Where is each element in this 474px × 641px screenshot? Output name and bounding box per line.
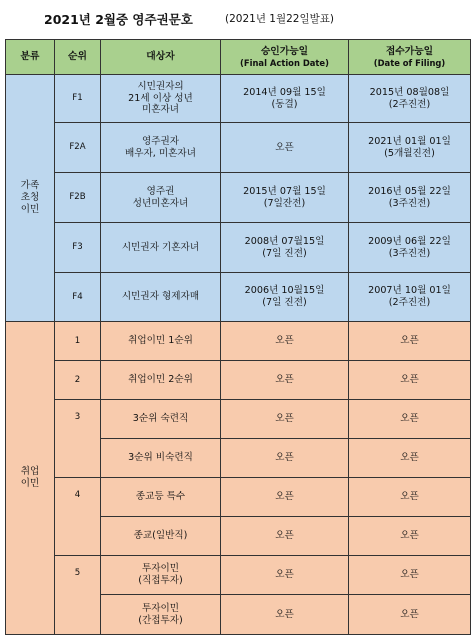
filing-line: (2주진전) — [388, 297, 431, 308]
table-header-row — [6, 40, 471, 75]
target-cell — [101, 322, 221, 361]
target-cell — [101, 123, 221, 173]
table-row — [6, 400, 471, 439]
rank-cell: 2 — [55, 361, 101, 400]
rank-cell: F1 — [55, 75, 101, 123]
final-action-cell — [221, 517, 349, 556]
header-category: 분류 — [6, 40, 55, 75]
filing-cell — [349, 556, 471, 595]
target-cell — [101, 361, 221, 400]
final-action-line: 2015년 07월 15일 — [243, 185, 326, 197]
target-line: 투자이민 — [141, 602, 180, 614]
filing-cell — [349, 223, 471, 273]
final-action-cell — [221, 400, 349, 439]
target-cell — [101, 75, 221, 123]
target-line: 21세 이상 성년 — [128, 92, 193, 104]
target-line: 배우자, 미혼자녀 — [125, 147, 196, 159]
filing-line: 오픈 — [400, 569, 419, 580]
rank-cell: 1 — [55, 322, 101, 361]
filing-line: 2016년 05월 22일 — [368, 185, 451, 197]
table-row — [6, 173, 471, 223]
target-line: 성년미혼자녀 — [132, 197, 189, 209]
target-cell — [101, 173, 221, 223]
final-action-line: 오픈 — [275, 608, 294, 620]
filing-line: (2주진전) — [388, 98, 431, 110]
filing-line: (5개월진전) — [384, 147, 435, 159]
header-final-action-ko: 승인가능일 — [260, 45, 309, 57]
filing-line: 오픈 — [400, 413, 419, 424]
final-action-line: 오픈 — [275, 374, 294, 385]
visa-bulletin-table — [5, 39, 471, 635]
filing-cell — [349, 439, 471, 478]
rank-cell: F4 — [55, 273, 101, 322]
filing-line: 2021년 01월 01일 — [368, 135, 451, 147]
header-rank: 순위 — [55, 40, 101, 75]
target-line: (직접투자) — [138, 575, 183, 586]
final-action-line: (7일 진전) — [262, 247, 307, 259]
target-cell — [101, 517, 221, 556]
rank-cell: 4 — [55, 478, 101, 556]
group-label-line: 초청 — [20, 192, 40, 203]
header-filing-en: (Date of Filing) — [373, 57, 446, 68]
final-action-cell — [221, 595, 349, 635]
final-action-cell — [221, 75, 349, 123]
filing-line: 2015년 08월08일 — [369, 86, 450, 98]
family-section — [6, 75, 471, 322]
final-action-cell — [221, 439, 349, 478]
group-label-line: 이민 — [20, 478, 40, 489]
filing-line: 오픈 — [400, 335, 419, 346]
target-line: 3순위 비숙련직 — [128, 452, 193, 463]
page-title: 2021년 2월중 영주권문호 — [44, 12, 193, 27]
rank-cell: F2A — [55, 123, 101, 173]
filing-line: (3주진전) — [388, 197, 431, 209]
target-cell — [101, 595, 221, 635]
target-line: 종교(일반직) — [133, 530, 188, 541]
final-action-line: 오픈 — [275, 530, 294, 541]
final-action-line: 2006년 10월15일 — [244, 285, 325, 297]
target-line: (간접투자) — [138, 614, 183, 626]
group-label-family — [6, 75, 55, 322]
target-cell — [101, 273, 221, 322]
filing-line: 오픈 — [400, 374, 419, 385]
final-action-line: 오픈 — [275, 141, 294, 153]
filing-line: 2007년 10월 01일 — [368, 285, 451, 297]
table-row — [6, 556, 471, 595]
final-action-line: (7일 진전) — [262, 297, 307, 308]
target-line: 영주권 — [146, 185, 175, 197]
header-final-action-en: (Final Action Date) — [240, 57, 329, 68]
rank-cell: F2B — [55, 173, 101, 223]
filing-cell — [349, 400, 471, 439]
filing-line: (3주진전) — [388, 247, 431, 259]
final-action-line: 오픈 — [275, 491, 294, 502]
table-row — [6, 322, 471, 361]
final-action-cell — [221, 173, 349, 223]
filing-line: 오픈 — [400, 452, 419, 463]
filing-line: 오픈 — [400, 530, 419, 541]
target-line: 영주권자 — [141, 135, 180, 147]
final-action-line: 오픈 — [275, 452, 294, 463]
final-action-cell — [221, 556, 349, 595]
group-label-employment — [6, 322, 55, 635]
final-action-cell — [221, 478, 349, 517]
target-line: 시민권자 형제자매 — [121, 291, 200, 302]
filing-cell — [349, 273, 471, 322]
target-line: 3순위 숙련직 — [132, 413, 189, 424]
final-action-line: (7일잔전) — [263, 197, 306, 209]
filing-line: 오픈 — [400, 491, 419, 502]
target-cell — [101, 400, 221, 439]
group-label-line: 이민 — [20, 203, 40, 215]
target-cell — [101, 439, 221, 478]
rank-cell: F3 — [55, 223, 101, 273]
header-filing — [349, 40, 471, 75]
target-line: 취업이민 1순위 — [128, 335, 193, 346]
filing-line: 2009년 06월 22일 — [368, 235, 451, 247]
group-label-line: 가족 — [20, 180, 40, 192]
filing-line: 오픈 — [400, 608, 419, 620]
table-row — [6, 361, 471, 400]
filing-cell — [349, 595, 471, 635]
rank-cell: 5 — [55, 556, 101, 635]
filing-cell — [349, 123, 471, 173]
table-row — [6, 478, 471, 517]
final-action-line: 오픈 — [275, 413, 294, 424]
target-line: 투자이민 — [141, 563, 180, 575]
final-action-cell — [221, 223, 349, 273]
final-action-cell — [221, 123, 349, 173]
final-action-cell — [221, 361, 349, 400]
target-line: 종교등 특수 — [135, 491, 186, 502]
filing-cell — [349, 478, 471, 517]
filing-cell — [349, 322, 471, 361]
header-target: 대상자 — [101, 40, 221, 75]
header-filing-ko: 접수가능일 — [385, 45, 434, 57]
target-cell — [101, 223, 221, 273]
target-line: 시민권자의 — [137, 80, 184, 92]
group-label-line: 취업 — [20, 466, 40, 478]
table-row — [6, 223, 471, 273]
target-line: 미혼자녀 — [141, 104, 180, 116]
final-action-cell — [221, 273, 349, 322]
final-action-cell — [221, 322, 349, 361]
final-action-line: (동결) — [271, 98, 298, 110]
filing-cell — [349, 517, 471, 556]
filing-cell — [349, 173, 471, 223]
target-line: 취업이민 2순위 — [128, 374, 193, 385]
final-action-line: 오픈 — [275, 569, 294, 580]
employment-section — [6, 322, 471, 635]
target-line: 시민권자 기혼자녀 — [121, 241, 200, 253]
header-final-action — [221, 40, 349, 75]
header — [0, 10, 474, 30]
table-row — [6, 273, 471, 322]
table-row — [6, 75, 471, 123]
announcement-date: (2021년 1월22일발표) — [225, 13, 335, 25]
target-cell — [101, 478, 221, 517]
final-action-line: 2014년 09월 15일 — [243, 86, 326, 98]
table-row — [6, 123, 471, 173]
target-cell — [101, 556, 221, 595]
final-action-line: 오픈 — [275, 335, 294, 346]
filing-cell — [349, 361, 471, 400]
filing-cell — [349, 75, 471, 123]
rank-cell: 3 — [55, 400, 101, 478]
final-action-line: 2008년 07월15일 — [244, 235, 325, 247]
